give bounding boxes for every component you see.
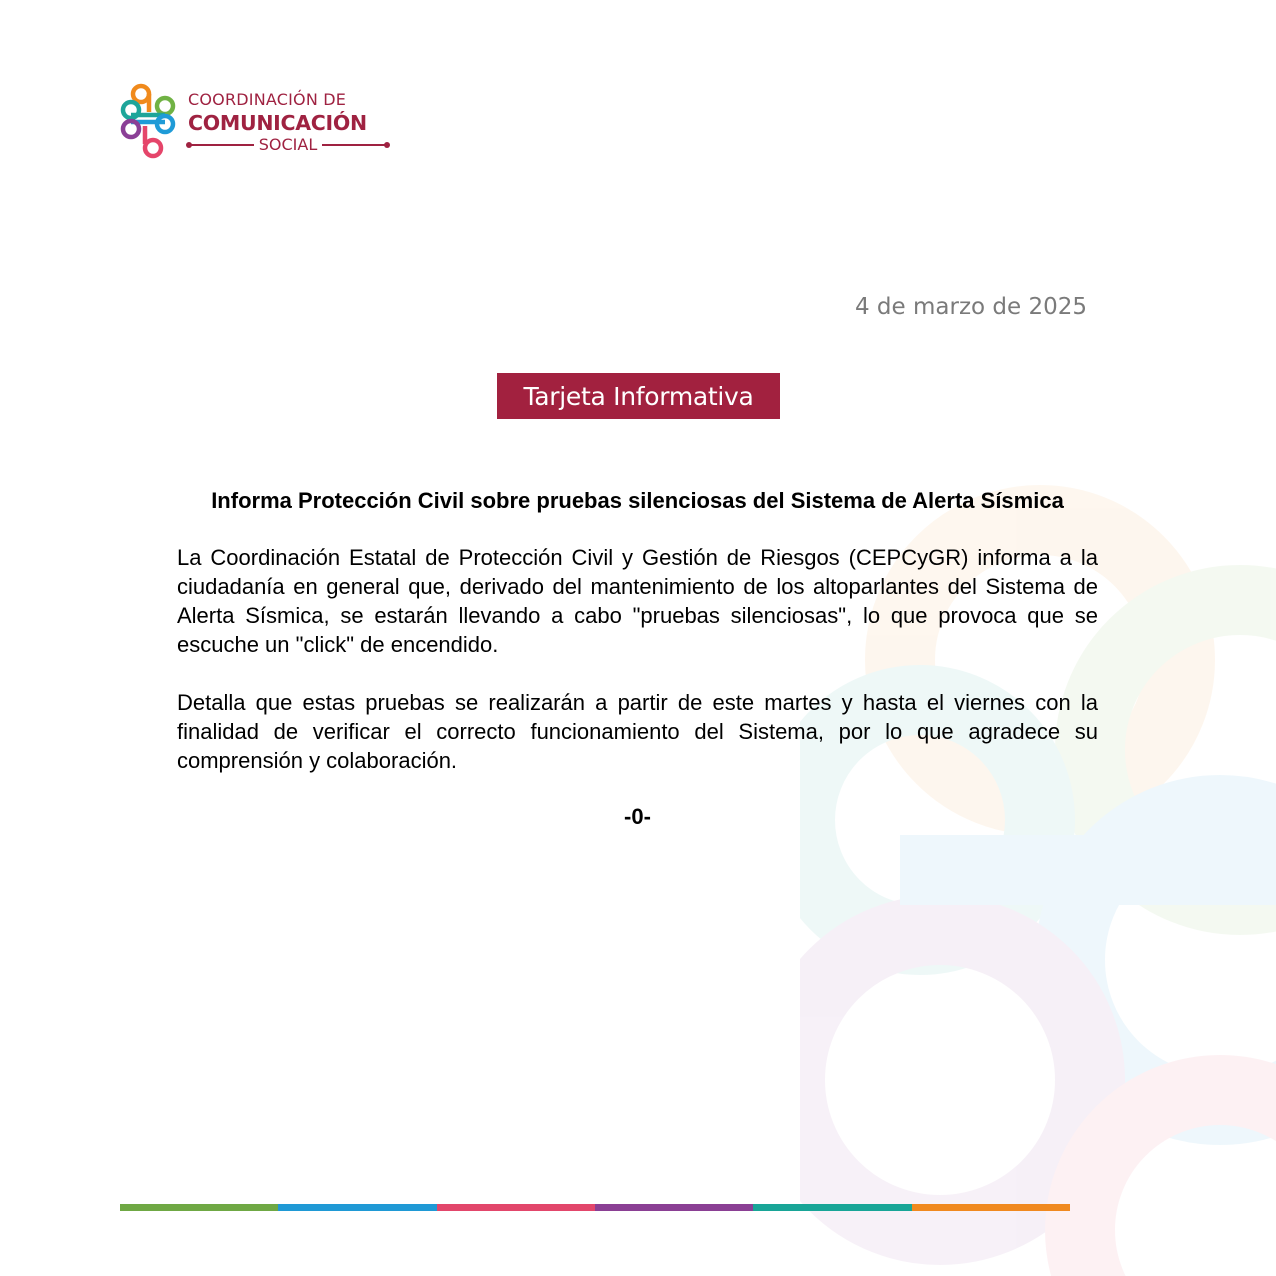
color-segment — [120, 1204, 278, 1211]
closing-mark: -0- — [624, 804, 651, 829]
logo-line-1: COORDINACIÓN DE — [188, 90, 347, 109]
coordination-logo — [118, 82, 398, 164]
decorative-line-right — [322, 144, 388, 146]
document-body — [177, 486, 1098, 852]
paragraph-2: Detalla que estas pruebas se realizarán a partir de este martes y hasta el viernes con la finalidad de verificar el correcto funcionamiento del Sistema, por lo que agradece su comprensión y colaboración. — [177, 690, 1098, 773]
logo-knot-icon — [118, 82, 178, 162]
color-segment — [753, 1204, 911, 1211]
logo-line-2: COMUNICACIÓN — [188, 111, 367, 135]
logo-text — [188, 90, 388, 154]
decorative-line-left — [188, 144, 254, 146]
color-segment — [595, 1204, 753, 1211]
paragraph-1: La Coordinación Estatal de Protección Civil y Gestión de Riesgos (CEPCyGR) informa a la ciudadanía en general que, derivado del mantenimiento de los altoparlantes del Sistema de Alerta Sísmica, se estarán llevando a cabo "pruebas silenciosas", lo que provoca que se escuche un "click" de encendido. — [177, 545, 1098, 657]
logo-line-3 — [188, 136, 388, 154]
document-type-badge: Tarjeta Informativa — [497, 373, 780, 419]
headline: Informa Protección Civil sobre pruebas silenciosas del Sistema de Alerta Sísmica — [211, 488, 1064, 513]
logo-line-3-text: SOCIAL — [258, 135, 318, 154]
color-segment — [437, 1204, 595, 1211]
footer-color-bar — [120, 1204, 1070, 1211]
document-date: 4 de marzo de 2025 — [854, 294, 1087, 320]
color-segment — [278, 1204, 436, 1211]
color-segment — [912, 1204, 1070, 1211]
